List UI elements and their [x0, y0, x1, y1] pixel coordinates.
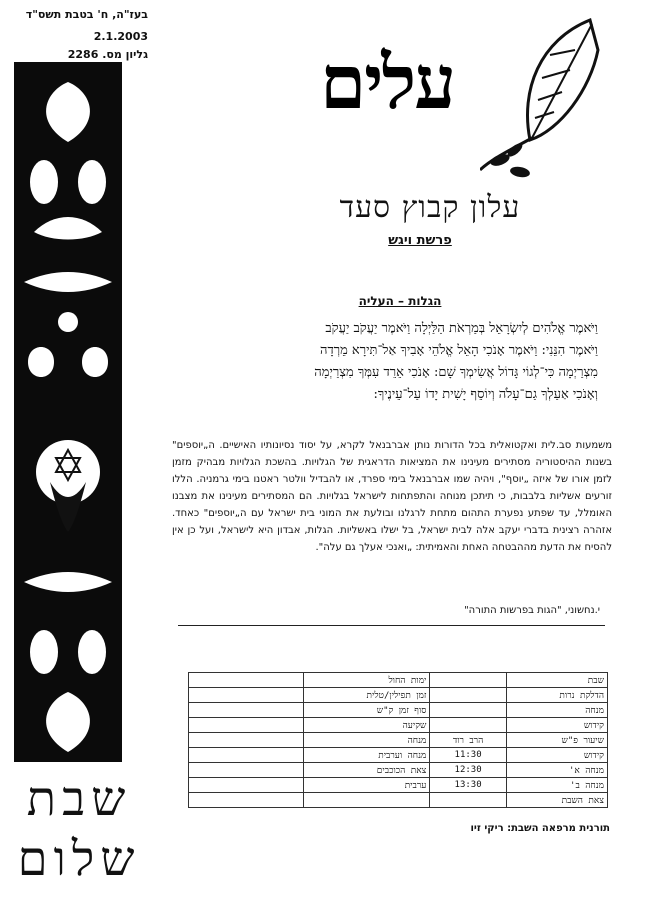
header-date-hebrew: בעז"ה, ח' בטבת תשס"ד: [25, 8, 148, 21]
table-cell: [430, 793, 506, 808]
table-row: [189, 688, 608, 703]
table-cell: [189, 733, 304, 748]
source-citation: י.נחשוני, "הגות בפרשות התורה": [464, 605, 600, 616]
verse-line: וְאָנֹכִי אַעַלְךָ גַם־עָלֹה וְיוֹסֵף יָשִׁית יָדוֹ עַל־עֵינֶיךָ:: [373, 387, 598, 402]
table-cell: שיעור פ"ש: [506, 733, 607, 748]
table-cell: [189, 688, 304, 703]
table-row: [189, 793, 608, 808]
table-cell: קידוש: [506, 748, 607, 763]
shabbat-header: שבת: [506, 673, 607, 688]
schedule-table: [188, 672, 608, 808]
shalom-word: שלום: [17, 831, 141, 887]
table-cell: מנחה: [506, 703, 607, 718]
table-cell: קידוש: [506, 718, 607, 733]
shabbat-word: שבת: [26, 771, 132, 827]
table-cell: צאת השבת: [506, 793, 607, 808]
verse-line: וַיֹּאמֶר אֱלֹהִים לְיִשְׂרָאֵל בְּמַרְאֹת הַלַּיְלָה וַיֹּאמֶר יַעֲקֹב יַעֲקֹב: [325, 321, 598, 336]
table-cell: הדלקת נרות: [506, 688, 607, 703]
table-row: [189, 718, 608, 733]
table-row: [189, 748, 608, 763]
table-cell: [430, 703, 506, 718]
commentary-paragraph: משמעות סב.לית ואקטואלית בכל הדורות נותן אברבנאל לקרא, על יסוד נסיונותיו האישיים. ה„יוספים" בשנות ההיסטוריה מסתירים מעינינו את המציאות הדראגית של הגלויות. בהשכת הגלויות מבהיק מזמן לזמן אורו של איזה „יוסף", ויהיה שמו אברבנאל בימי ספרד, או להבדיל וולטר ראטנו בימי גרמניה. הללו זורעים אשליות בלבבות, כי תיתכן מנוחה והתפתחות לישראל בגלויות. הם המסתירים מעינינו את מצבנו האומלל, עד שפתע נפערת התהום מתחת לרגלנו ובולעת את המוני בית ישראל עם ה„יוספים" כאחד. אזהרה רצינית בדברי יעקב אלה לבית ישראל, בל ישלו באשליות. הגלות, אבדון היא לישראל, ועל כן אין להסיח את הדעת מההבטחה האחת והאמיתית: „ואנכי אעלך גם עלה".: [172, 440, 612, 553]
verse-line: וַיֹּאמֶר הִנֵּנִי: וַיֹּאמֶר אָנֹכִי הָאֵל אֱלֹהֵי אָבִיךָ אַל־תִּירָא מֵרְדָה: [319, 343, 598, 358]
table-row: [189, 673, 608, 688]
article-topic: הגלות – העליה: [358, 294, 442, 308]
header-date-gregorian: 2.1.2003: [93, 30, 148, 43]
table-cell: 13:30: [430, 778, 506, 793]
table-cell: [189, 778, 304, 793]
decorative-banner: [14, 62, 122, 762]
table-cell: זמן תפילין/טלית: [304, 688, 430, 703]
table-cell: שקיעה: [304, 718, 430, 733]
footer-note: תורנית מרפאה השבת: ריקי זיו: [470, 823, 610, 834]
weekday-header: ימות החול: [304, 673, 430, 688]
table-row: [189, 778, 608, 793]
subtitle: עלון קבוץ סעד: [339, 190, 521, 225]
table-cell: [189, 748, 304, 763]
table-cell: צאת הכוכבים: [304, 763, 430, 778]
table-cell: מנחה א': [506, 763, 607, 778]
divider: [178, 625, 605, 626]
masthead: [300, 10, 610, 190]
table-cell: [189, 763, 304, 778]
verse-block: [258, 318, 598, 406]
parasha-title: פרשת ויגש: [388, 233, 452, 248]
header-issue: גליון מס. 2286: [67, 48, 148, 61]
table-cell: [430, 718, 506, 733]
ornament-pattern: [14, 62, 122, 762]
table-cell: [189, 703, 304, 718]
leaf-logo-icon: [480, 10, 610, 185]
table-row: [189, 763, 608, 778]
table-cell: ערבית: [304, 778, 430, 793]
table-cell: הרב רוד: [430, 733, 506, 748]
table-cell: מנחה וערבית: [304, 748, 430, 763]
table-cell: 12:30: [430, 763, 506, 778]
table-cell: [189, 718, 304, 733]
table-cell: סוף זמן ק"ש: [304, 703, 430, 718]
table-row: [189, 703, 608, 718]
table-cell: [430, 688, 506, 703]
table-cell: מנחה: [304, 733, 430, 748]
table-row: [189, 733, 608, 748]
logo-title: עלים: [320, 40, 455, 126]
table-cell: [189, 793, 304, 808]
table-cell: 11:30: [430, 748, 506, 763]
table-cell: [304, 793, 430, 808]
verse-line: מִצְרַיְמָה כִּי־לְגוֹי גָּדוֹל אֲשִׂימְךָ שָׁם: אָנֹכִי אֵרֵד עִמְּךָ מִצְרַיְמָה: [314, 365, 598, 380]
table-cell: מנחה ב': [506, 778, 607, 793]
